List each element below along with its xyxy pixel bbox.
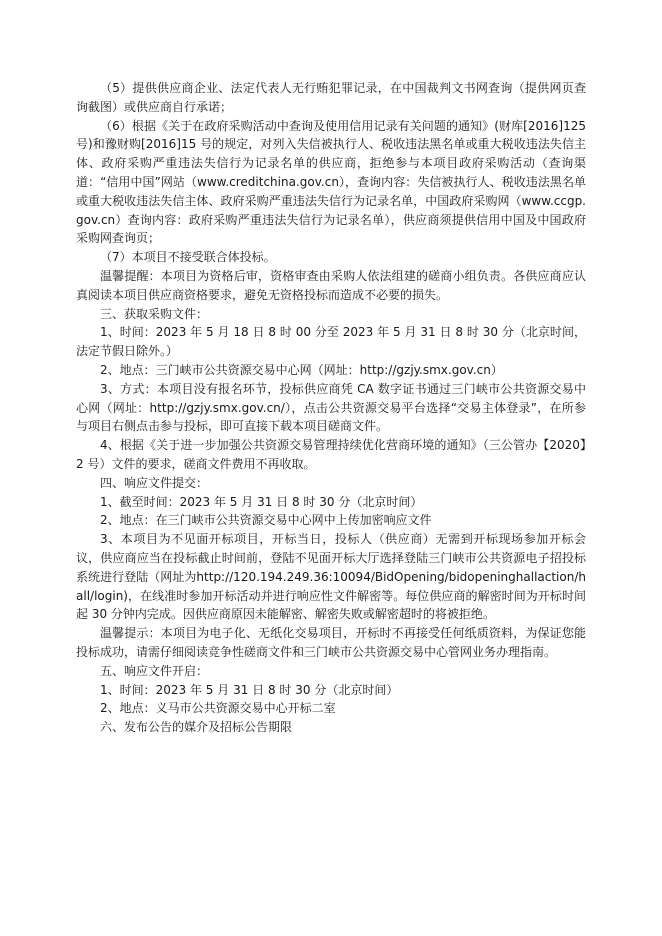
- heading-submit-response: 四、响应文件提交：: [100, 475, 209, 490]
- heading-publication-media: 六、发布公告的媒介及招标公告期限: [100, 720, 293, 735]
- paragraph-credit-record: （6）根据《关于在政府采购活动中查询及使用信用记录有关问题的通知》(财库[2016]125 号)和豫财购[2016]15 号的规定，对列入失信被执行人、税收违法黑名单或重大税收违法失信主体、政府采购严重违法失信行为记录名单的供应商，拒绝参与本项目政府采购活动（查询渠道：“信用中国”网站（www.creditchina.gov.cn），查询内容：失信被执行人、税收违法黑名单或重大税收违法失信主体、政府采购严重违法失信行为记录名单，中国政府采购网（www.ccgp.gov.cn）查询内容：政府采购严重违法失信行为记录名单），供应商须提供信用中国及中国政府采购网查询页；: [76, 118, 586, 246]
- paragraph-submit-location: 2、地点：在三门峡市公共资源交易中心网中上传加密响应文件: [100, 513, 432, 528]
- paragraph-electronic-reminder: 温馨提示：本项目为电子化、无纸化交易项目，开标时不再接受任何纸质资料，为保证您能投标成功，请需仔细阅读竞争性磋商文件和三门峡市公共资源交易中心管网业务办理指南。: [76, 626, 586, 659]
- paragraph-fee-waiver: 4、根据《关于进一步加强公共资源交易管理持续优化营商环境的通知》（三公管办【2020】2 号）文件的要求，磋商文件费用不再收取。: [76, 438, 586, 471]
- paragraph-open-time: 1、时间：2023 年 5 月 31 日 8 时 30 分（北京时间）: [100, 682, 399, 697]
- paragraph-qualification-reminder: 温馨提醒：本项目为资格后审，资格审查由采购人依法组建的磋商小组负责。各供应商应认真阅读本项目供应商资格要求，避免无资格投标而造成不必要的损失。: [76, 268, 586, 302]
- paragraph-remote-opening: 3、本项目为不见面开标项目，开标当日，投标人（供应商）无需到开标现场参加开标会议，供应商应当在投标截止时间前，登陆不见面开标大厅选择登陆三门峡市公共资源电子招投标系统进行登陆（网址为http://120.194.249.36:10094/BidOpening/bidopeninghallaction/hall/login)，在线准时参加开标活动并进行响应性文件解密等。每位供应商的解密时间为开标时间起 30 分钟内完成。因供应商原因未能解密、解密失败或解密超时的将被拒绝。: [76, 532, 586, 622]
- paragraph-obtain-time: 1、时间：2023 年 5 月 18 日 8 时 00 分至 2023 年 5 月 31 日 8 时 30 分（北京时间，法定节假日除外。）: [76, 325, 586, 359]
- heading-obtain-documents: 三、获取采购文件：: [100, 306, 209, 321]
- paragraph-obtain-location: 2、地点：三门峡市公共资源交易中心网（网址：http://gzjy.smx.gov.cn）: [100, 362, 503, 377]
- heading-open-response: 五、响应文件开启：: [100, 663, 209, 678]
- paragraph-obtain-method: 3、方式：本项目没有报名环节，投标供应商凭 CA 数字证书通过三门峡市公共资源交易中心网（网址：http://gzjy.smx.gov.cn/），点击公共资源交易平台选择“交易主体登录”，在所参与项目右侧点击参与投标，即可直接下载本项目磋商文件。: [76, 381, 586, 434]
- paragraph-open-location: 2、地点：义马市公共资源交易中心开标二室: [100, 701, 336, 716]
- paragraph-no-consortium: （7）本项目不接受联合体投标。: [100, 250, 276, 265]
- paragraph-submit-deadline: 1、截至时间：2023 年 5 月 31 日 8 时 30 分（北京时间）: [100, 494, 423, 509]
- paragraph-criminal-record: （5）提供供应商企业、法定代表人无行贿犯罪记录，在中国裁判文书网查询（提供网页查询截图）或供应商自行承诺；: [76, 81, 586, 114]
